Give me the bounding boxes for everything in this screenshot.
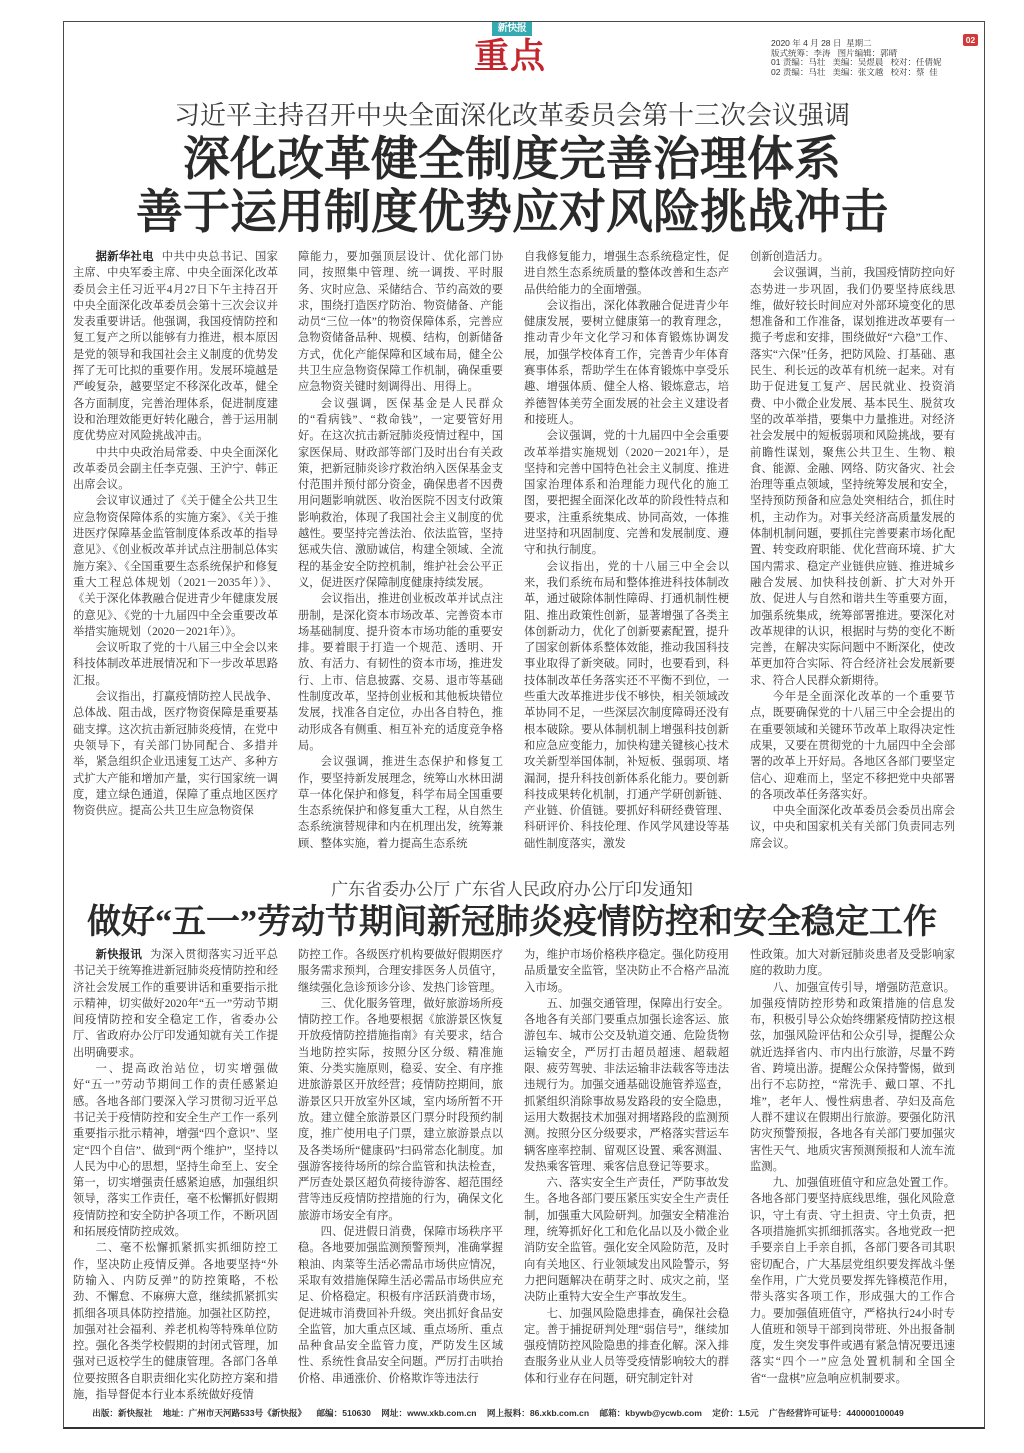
paragraph-text: 中央全面深化改革委员会委员出席会议，中央和国家机关有关部门负责同志列席会议。	[750, 805, 955, 850]
article1-headline	[0, 134, 1024, 240]
paragraph-text: 会议强调，医保基金是人民群众的“看病钱”、“救命钱”，一定要管好用好。在这次抗击新冠肺炎疫情过程中，国家医保局、财政部等部门及时出台有关政策，把新冠肺炎诊疗救治纳入医保基金支付范围并预付部分资金，确保患者不因费用问题影响就医、收治医院不因支付政策影响救治，体现了我国社会主义制度的优越性。要坚持完善法治、依法监管，坚持惩戒失信、激励诚信，构建全领域、全流程的基金安全防控机制，维护社会公平正义，促进医疗保障制度健康持续发展。	[298, 397, 503, 589]
article-column	[750, 249, 955, 853]
imprint-footer	[63, 1407, 933, 1420]
paragraph	[298, 591, 503, 754]
paragraph-text: 今年是全面深化改革的一个重要节点，既要确保党的十八届三中全会提出的在重要领域和关键环节改革上取得决定性成果，又要在贯彻党的十九届四中全会部署的改革上开好局。各地区各部门要坚定信心、迎难而上，坚定不移把党中央部署的各项改革任务落实好。	[750, 691, 955, 801]
credit-line: 01 责编：马壮 美编：吴煜晨 校对：任倩妮	[771, 58, 942, 67]
paragraph-text: 二、毫不松懈抓紧抓实抓细防控工作，坚决防止疫情反弹。各地要坚持“外防输入、内防反弹”的防控策略，不松劲、不懈怠、不麻痹大意，继续抓紧抓实抓细各项具体防控措施。加强社区防控，加强对社会福利、养老机构等特殊单位防控。强化各类学校假期的封闭式管理，加强对已返校学生的健康管理。各部门各单位要按照各自职责细化实化防控方案和措施，指导督促本行业本系统做好疫情	[73, 1242, 278, 1402]
article-column	[73, 249, 278, 853]
paragraph-text: 七、加强风险隐患排查，确保社会稳定。善于捕捉研判处理“弱信号”，继续加强疫情防控风险隐患的排查化解。深入排查服务业从业人员等受疫情影响较大的群体和行业存在问题，研究制定针对	[524, 1307, 729, 1385]
issue-date: 2020 年 4 月 28 日 星期二	[771, 39, 872, 48]
paragraph-text: 三、优化服务管理，做好旅游场所疫情防控工作。各地要根据《旅游景区恢复开放疫情防控措施指南》有关要求，结合当地防控实际，按照分区分级、精准施策、分类实施原则，稳妥、安全、有序推进旅游景区开放经营；疫情防控期间，旅游景区只开放室外区域，室内场所暂不开放。建立健全旅游景区门票分时段预约制度，推广使用电子门票，建立旅游景点以及各类场所“健康码”扫码常态化制度。加强游客接待场所的综合监管和执法检查，严厉查处景区超负荷接待游客、超范围经营等违反疫情防控措施的行为，确保文化旅游市场安全有序。	[298, 997, 503, 1222]
paragraph	[73, 249, 278, 445]
article-column	[524, 249, 729, 853]
headline-line: 善于运用制度优势应对风险挑战冲击	[136, 187, 888, 239]
page-number-badge: 02	[963, 34, 978, 46]
paragraph-text: 性政策。加大对新冠肺炎患者及受影响家庭的救助力度。	[750, 949, 955, 978]
paragraph	[524, 298, 729, 428]
paragraph-text: 会议强调，推进生态保护和修复工作，要坚持新发展理念，统筹山水林田湖草一体化保护和修复，科学布局全国重要生态系统保护和修复重大工程，从自然生态系统演替规律和内在机理出发，统筹兼顾、整体实施，着力提高生态系统	[298, 756, 503, 850]
article-column	[298, 249, 503, 853]
footer-website: 网址：www.xkb.com.cn	[381, 1408, 477, 1418]
paragraph	[73, 947, 278, 1061]
issue-info	[771, 39, 959, 77]
paragraph-text: 九、加强值班值守和应急处置工作。各地各部门要坚持底线思维，强化风险意识，守土有责、守土担责、守土负责，把各项措施抓实抓细抓落实。各地党政一把手要亲自上手亲自抓，各部门要各司其职密切配合，广大基层党组织要发挥战斗堡垒作用，广大党员要发挥先锋模范作用，带头落实各项工作，形成强大的工作合力。要加强值班值守，严格执行24小时专人值班和领导干部到岗带班、外出报备制度，发生突发事件或遇有紧急情况要迅速落实“四个一”应急处置机制和全国全省“一盘棋”应急响应机制要求。	[750, 1177, 955, 1385]
paragraph	[298, 996, 503, 1224]
paragraph-text: 会议强调，当前，我国疫情防控向好态势进一步巩固，我们仍要坚持底线思维，做好较长时间应对外部环境变化的思想准备和工作准备，谋划推进改革要有一揽子考虑和安排，围绕做好“六稳”工作、落实“六保”任务，把防风险、打基础、惠民生、利长远的改革有机统一起来。对有助于促进复工复产、居民就业、投资消费、中小微企业发展、基本民生、脱贫攻坚的改革举措，要集中力量推进。对经济社会发展中的短板弱项和风险挑战，要有前瞻性谋划，聚焦公共卫生、生物、粮食、能源、金融、网络、防灾备灾、社会治理等重点领域，坚持统筹发展和安全，坚持预防预备和应急处突相结合，抓住时机，主动作为。对事关经济高质量发展的体制机制问题，要抓住完善要素市场化配置、转变政府职能、优化营商环境、扩大国内需求、稳定产业链供应链、推进城乡融合发展、加快科技创新、扩大对外开放、促进人与自然和谐共生等重要方面，加强系统集成，统筹部署推进。要深化对改革规律的认识，根据时与势的变化不断完善，在解决实际问题中不断深化，使改革更加符合实际、符合经济社会发展新要求、符合人民群众新期待。	[750, 267, 955, 687]
paragraph-text: 会议指出，深化体教融合促进青少年健康发展，要树立健康第一的教育理念，推动青少年文化学习和体育锻炼协调发展，加强学校体育工作，完善青少年体育赛事体系，帮助学生在体育锻炼中享受乐趣、增强体质、健全人格、锻炼意志，培养德智体美劳全面发展的社会主义建设者和接班人。	[524, 299, 729, 426]
credit-line: 版式统筹：李涛 图片编辑：郭晴	[771, 48, 898, 58]
dateline: 据新华社电	[95, 251, 154, 263]
dateline: 新快报讯	[95, 949, 143, 961]
paragraph-text: 为，维护市场价格秩序稳定。强化防疫用品质量安全监管，坚决防止不合格产品流入市场。	[524, 949, 729, 994]
footer-license: 广告经营许可证号：440000100049	[769, 1408, 904, 1418]
paragraph	[524, 249, 729, 298]
headline-line: 深化改革健全制度完善治理体系	[183, 134, 841, 186]
paragraph	[750, 249, 955, 265]
paragraph	[73, 445, 278, 494]
footer-email: 邮箱：kbywb@ycwb.com	[599, 1408, 702, 1418]
paragraph-text: 会议听取了党的十八届三中全会以来科技体制改革进展情况和下一步改革思路汇报。	[73, 642, 278, 687]
paragraph	[524, 559, 729, 852]
paragraph	[524, 428, 729, 558]
paragraph-text: 会议审议通过了《关于健全公共卫生应急物资保障体系的实施方案》、《关于推进医疗保障基金监管制度体系改革的指导意见》、《创业板改革并试点注册制总体实施方案》、《全国重要生态系统保护和修复重大工程总体规划（2021－2035年）》、《关于深化体教融合促进青少年健康发展的意见》、《党的十九届四中全会重要改革举措实施规划（2020－2021年）》。	[73, 495, 278, 638]
paragraph	[750, 947, 955, 980]
paragraph-text: 会议指出，打赢疫情防控人民战争、总体战、阻击战，医疗物资保障是重要基础支撑。这次抗击新冠肺炎疫情，在党中央领导下，有关部门协同配合、多措并举，紧急组织企业迅速复工达产、多种方式扩大产能和增加产量，实行国家统一调度，建立绿色通道，保障了重点地区医疗物资供应。提高公共卫生应急物资保	[73, 691, 278, 818]
article2-body	[0, 947, 1024, 1404]
paragraph-text: 中共中央总书记、国家主席、中央军委主席、中央全面深化改革委员会主任习近平4月27日下午主持召开中央全面深化改革委员会第十三次会议并发表重要讲话。他强调，我国疫情防控和复工复产之所以能够有力推进，根本原因是党的领导和我国社会主义制度的优势发挥了无可比拟的重要作用。发展环境越是严峻复杂，越要坚定不移深化改革，健全各方面制度，完善治理体系，促进制度建设和治理效能更好转化融合，善于运用制度优势应对风险挑战冲击。	[73, 251, 278, 443]
article-column	[73, 947, 278, 1404]
paragraph	[524, 1306, 729, 1387]
credit-line: 02 责编：马壮 美编：张文越 校对：蔡 佳	[771, 67, 938, 77]
paragraph	[750, 803, 955, 852]
paragraph	[298, 754, 503, 852]
paragraph-text: 创新创造活力。	[750, 251, 830, 263]
section-title: 重点	[474, 37, 547, 76]
footer-publisher: 出版：新快报社	[92, 1408, 153, 1418]
paragraph-text: 会议指出，推进创业板改革并试点注册制，是深化资本市场改革、完善资本市场基础制度、提升资本市场功能的重要安排。要着眼于打造一个规范、透明、开放、有活力、有韧性的资本市场，推进发行、上市、信息披露、交易、退市等基础性制度改革，坚持创业板和其他板块错位发展，找准各自定位，办出各自特色，推动形成各有侧重、相互补充的适度竞争格局。	[298, 593, 503, 752]
paragraph	[73, 1061, 278, 1240]
paragraph	[73, 493, 278, 640]
paragraph-text: 一、提高政治站位，切实增强做好“五一”劳动节期间工作的责任感紧迫感。各地各部门要深入学习贯彻习近平总书记关于疫情防控和安全生产工作一系列重要指示批示精神，增强“四个意识”、坚定“四个自信”、做到“两个维护”，坚持以人民为中心的思想，坚持生命至上、安全第一，切实增强责任感紧迫感，加强组织领导，落实工作责任，毫不松懈抓好假期疫情防控和安全防护各项工作，不断巩固和拓展疫情防控成效。	[73, 1063, 278, 1239]
paragraph	[73, 1240, 278, 1403]
paragraph-text: 为深入贯彻落实习近平总书记关于统筹推进新冠肺炎疫情防控和经济社会发展工作的重要讲话和重要指示批示精神，切实做好2020年“五一”劳动节期间疫情防控和安全稳定工作，省委办公厅、省政府办公厅印发通知就有关工作提出明确要求。	[73, 949, 278, 1059]
paragraph	[750, 980, 955, 1176]
paragraph	[298, 1224, 503, 1387]
paragraph-text: 障能力，要加强顶层设计、优化部门协同，按照集中管理、统一调拨、平时服务、灾时应急、采储结合、节约高效的要求，围绕打造医疗防治、物资储备、产能动员“三位一体”的物资保障体系，完善应急物资储备品种、规模、结构，创新储备方式，优化产能保障和区域布局，健全公共卫生应急物资保障工作机制，确保重要应急物资关键时刻调得出、用得上。	[298, 251, 503, 394]
paragraph	[73, 640, 278, 689]
paragraph	[524, 947, 729, 996]
paragraph-text: 自我修复能力，增强生态系统稳定性，促进自然生态系统质量的整体改善和生态产品供给能力的全面增强。	[524, 251, 729, 296]
paragraph-text: 会议指出，党的十八届三中全会以来，我们系统布局和整体推进科技体制改革，通过破除体制性障碍、打通机制性梗阻、推出政策性创新，显著增强了各类主体创新动力，优化了创新要素配置，提升了国家创新体系整体效能，推动我国科技事业取得了新突破。同时，也要看到，科技体制改革任务落实还不平衡不到位，一些重大改革推进步伐不够快，相关领域改革协同不足，一些深层次制度障碍还没有根本破除。要从体制机制上增强科技创新和应急应变能力，加快构建关键核心技术攻关新型举国体制，补短板、强弱项、堵漏洞，提升科技创新体系化能力。要创新科技成果转化机制，打通产学研创新链、产业链、价值链。要抓好科研经费管理、科研评价、科技伦理、作风学风建设等基础性制度落实，激发	[524, 560, 729, 850]
paragraph-text: 六、落实安全生产责任，严防事故发生。各地各部门要压紧压实安全生产责任制，加强重大风险研判。加强安全精准治理，统筹抓好化工和危化品以及小微企业消防安全监管。强化安全风险防范，及时向有关地区、行业领域发出风险警示，努力把问题解决在萌芽之时、成灾之前，坚决防止重特大安全生产事故发生。	[524, 1177, 729, 1304]
paragraph	[524, 996, 729, 1175]
paragraph	[750, 689, 955, 803]
article1-kicker: 习近平主持召开中央全面深化改革委员会第十三次会议强调	[173, 100, 850, 130]
article-column	[298, 947, 503, 1404]
article-column	[750, 947, 955, 1404]
article2-kicker: 广东省委办公厅 广东省人民政府办公厅印发通知	[331, 880, 693, 899]
footer-price: 定价：1.5元	[712, 1408, 759, 1418]
paragraph	[298, 396, 503, 592]
newspaper-logo: 新快报	[492, 22, 532, 36]
paragraph	[750, 1175, 955, 1387]
paragraph	[298, 249, 503, 396]
paragraph-text: 防控工作。各级医疗机构要做好假期医疗服务需求预判，合理安排医务人员值守，继续强化急诊预诊分诊、发热门诊管理。	[298, 949, 503, 994]
footer-tipline: 网上报料：86.xkb.com.cn	[486, 1408, 590, 1418]
paragraph	[524, 1175, 729, 1305]
paragraph	[750, 265, 955, 689]
footer-address: 地址：广州市天河路533号《新快报》	[162, 1408, 307, 1418]
paragraph	[298, 947, 503, 996]
article2-headline: 做好“五一”劳动节期间新冠肺炎疫情防控和安全稳定工作	[87, 904, 937, 941]
paragraph	[73, 689, 278, 819]
article-column	[524, 947, 729, 1404]
article1-body	[0, 249, 1024, 853]
paragraph-text: 八、加强宣传引导，增强防范意识。加强疫情防控形势和政策措施的信息发布，积极引导公众始终绷紧疫情防控这根弦，加强风险评估和公众引导，提醒公众就近选择省内、市内出行旅游，尽量不跨省、跨境出游。提醒公众保持警惕，做到出行不忘防控，“常洗手、戴口罩、不扎堆”，老年人、慢性病患者、孕妇及高危人群不建议在假期出行旅游。要强化防汛防灾预警预报，各地各有关部门要加强灾害性天气、地质灾害预测预报和人流车流监测。	[750, 981, 955, 1173]
footer-postcode: 邮编：510630	[316, 1408, 371, 1418]
paragraph-text: 四、促进假日消费，保障市场秩序平稳。各地要加强监测预警预判，准确掌握粮油、肉菜等生活必需品市场供应情况，采取有效措施保障生活必需品市场供应充足、价格稳定。积极有序活跃消费市场，促进城市消费回补升级。突出抓好食品安全监管，加大重点区域、重点场所、重点品种食品安全监管力度，严防发生区域性、系统性食品安全问题。严厉打击哄抬价格、串通涨价、价格欺诈等违法行	[298, 1226, 503, 1385]
paragraph-text: 中共中央政治局常委、中央全面深化改革委员会副主任李克强、王沪宁、韩正出席会议。	[73, 446, 278, 492]
paragraph-text: 会议强调，党的十九届四中全会重要改革举措实施规划（2020－2021年），是坚持和完善中国特色社会主义制度、推进国家治理体系和治理能力现代化的施工图，要把握全面深化改革的阶段性特点和要求，注重系统集成、协同高效，一体推进坚持和巩固制度、完善和发展制度、遵守和执行制度。	[524, 430, 729, 557]
paragraph-text: 五、加强交通管理，保障出行安全。各地各有关部门要重点加强长途客运、旅游包车、城市公交及轨道交通、危险货物运输安全，严厉打击超员超速、超载超限、疲劳驾驶、非法运输非法载客等违法违规行为。加强交通基础设施管养巡查，抓紧组织消除事故易发路段的安全隐患，运用大数据技术加强对拥堵路段的监测预测。按照分区分级要求，严格落实营运车辆客座率控制、留观区设置、乘客测温、发热乘客管理、乘客信息登记等要求。	[524, 997, 729, 1173]
